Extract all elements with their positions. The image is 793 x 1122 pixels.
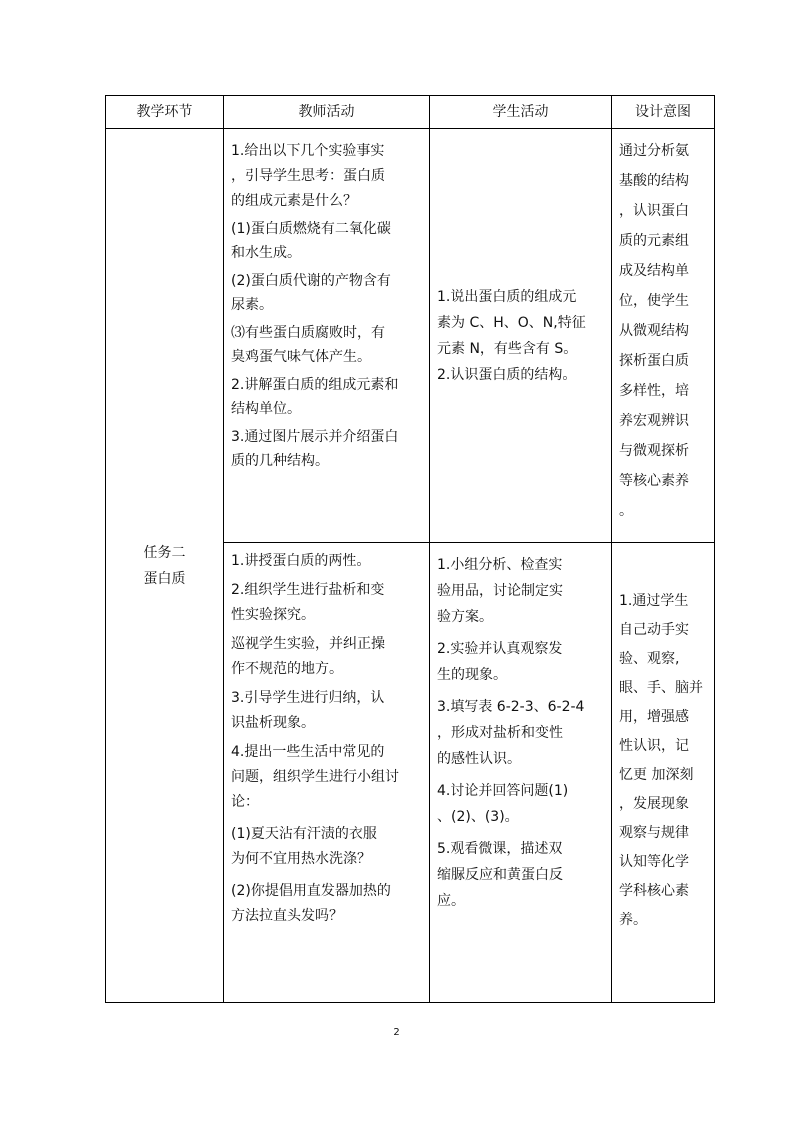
text-line: ⑶有些蛋白质腐败时，有	[231, 325, 385, 341]
header-stage: 教学环节	[106, 96, 224, 129]
stage-line: 任务二	[143, 544, 186, 561]
text-line: 2.讲解蛋白质的组成元素和	[231, 377, 399, 393]
text-line: 。	[619, 503, 633, 519]
text-line: 从微观结构	[619, 323, 689, 339]
text-line: 5.观看微课，描述双	[437, 841, 563, 857]
text-line: 验、观察,	[619, 651, 680, 667]
design-intent-cell	[612, 543, 715, 1003]
text-line: 尿素。	[231, 297, 273, 313]
table-row	[106, 129, 715, 543]
text-line: 2.实验并认真观察发	[437, 641, 563, 657]
text-line: 质的几种结构。	[231, 453, 329, 469]
stage-line: 蛋白质	[143, 570, 186, 587]
text-line: 方法拉直头发吗？	[231, 908, 343, 924]
student-activity-cell	[430, 543, 612, 1003]
text-line: (1)蛋白质燃烧有二氧化碳	[231, 221, 391, 237]
text-line: 等核心素养	[619, 473, 689, 489]
text-line: 自己动手实	[619, 622, 689, 638]
text-line: 基酸的结构	[619, 173, 689, 189]
header-student-activity: 学生活动	[430, 96, 612, 129]
text-line: 位，使学生	[619, 293, 689, 309]
teacher-activity-cell	[224, 543, 430, 1003]
text-line: (1)夏天沾有汗渍的衣服	[231, 826, 377, 842]
text-line: 臭鸡蛋气味气体产生。	[231, 349, 371, 365]
teacher-activity-cell	[224, 129, 430, 543]
text-line: 性认识，记	[619, 738, 689, 754]
text-line: 2.组织学生进行盐析和变	[231, 582, 385, 598]
text-line: 用，增强感	[619, 709, 689, 725]
text-line: 眼、手、脑并	[619, 680, 703, 696]
text-line: 观察与规律	[619, 825, 689, 841]
lesson-plan-table	[105, 95, 715, 1003]
stage-cell	[106, 129, 224, 1003]
text-line: 为何不宜用热水洗涤？	[231, 851, 371, 867]
text-line: 3.引导学生进行归纳，认	[231, 690, 385, 706]
text-line: 结构单位。	[231, 401, 301, 417]
text-line: ，认识蛋白	[619, 203, 689, 219]
text-line: 的组成元素是什么？	[231, 193, 357, 209]
text-line: 养。	[619, 912, 647, 928]
text-line: 探析蛋白质	[619, 353, 689, 369]
text-line: 1.小组分析、检查实	[437, 557, 563, 573]
text-line: 4.讨论并回答问题(1)	[437, 783, 569, 799]
text-line: (2)你提倡用直发器加热的	[231, 883, 391, 899]
text-line: 与微观探析	[619, 443, 689, 459]
text-line: 论：	[231, 794, 259, 810]
text-line: 元素 N，有些含有 S。	[437, 340, 578, 357]
text-line: (2)蛋白质代谢的产物含有	[231, 273, 391, 289]
text-line: 养宏观辨识	[619, 413, 689, 429]
text-line: ，引导学生思考：蛋白质	[231, 168, 385, 184]
text-line: ，形成对盐析和变性	[437, 725, 563, 741]
text-line: 作不规范的地方。	[231, 661, 343, 677]
text-line: ，发展现象	[619, 796, 689, 812]
header-teacher-activity: 教师活动	[224, 96, 430, 129]
text-line: 认知等化学	[619, 854, 689, 870]
text-line: 素为 C、H、O、N,特征	[437, 314, 586, 331]
text-line: 、(2)、(3)。	[437, 809, 519, 825]
text-line: 巡视学生实验，并纠正操	[231, 636, 385, 652]
text-line: 1.通过学生	[619, 593, 689, 609]
text-line: 验用品，讨论制定实	[437, 583, 563, 599]
header-row	[106, 96, 715, 129]
text-line: 1.说出蛋白质的组成元	[437, 288, 577, 305]
text-line: 问题，组织学生进行小组讨	[231, 769, 399, 785]
text-line: 验方案。	[437, 609, 493, 625]
text-line: 1.讲授蛋白质的两性。	[231, 553, 371, 569]
text-line: 缩脲反应和黄蛋白反	[437, 867, 563, 883]
text-line: 1.给出以下几个实验事实	[231, 143, 385, 159]
text-line: 成及结构单	[619, 263, 689, 279]
text-line: 应。	[437, 893, 465, 909]
text-line: 2.认识蛋白质的结构。	[437, 366, 577, 383]
text-line: 多样性，培	[619, 383, 689, 399]
text-line: 学科核心素	[619, 883, 689, 899]
page-number: 2	[393, 1027, 400, 1038]
design-intent-cell	[612, 129, 715, 543]
text-line: 生的现象。	[437, 667, 507, 683]
text-line: 识盐析现象。	[231, 715, 315, 731]
student-activity-cell	[430, 129, 612, 543]
text-line: 的感性认识。	[437, 751, 521, 767]
text-line: 3.填写表 6-2-3、6-2-4	[437, 699, 585, 715]
text-line: 4.提出一些生活中常见的	[231, 744, 385, 760]
text-line: 质的元素组	[619, 233, 689, 249]
text-line: 和水生成。	[231, 245, 301, 261]
text-line: 忆更 加深刻	[619, 767, 694, 783]
text-line: 通过分析氨	[619, 143, 689, 159]
text-line: 3.通过图片展示并介绍蛋白	[231, 429, 399, 445]
text-line: 性实验探究。	[231, 607, 315, 623]
header-design-intent: 设计意图	[612, 96, 715, 129]
